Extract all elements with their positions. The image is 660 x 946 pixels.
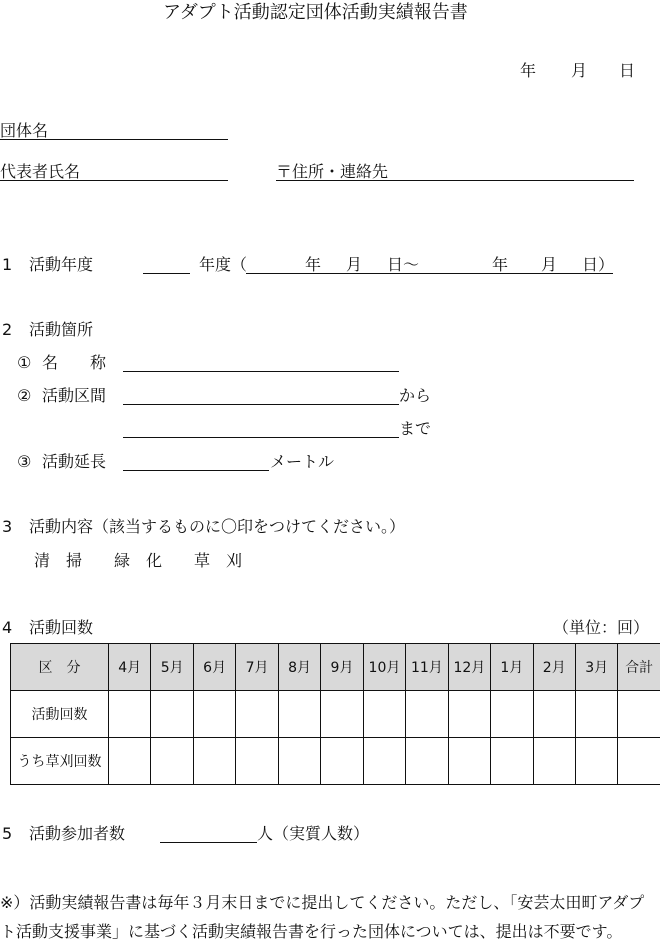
header-category: 区 分 (11, 644, 109, 691)
table-row (11, 691, 660, 738)
cell-oct[interactable] (363, 738, 405, 785)
cell-total[interactable] (618, 691, 660, 738)
header-may: 5月 (151, 644, 193, 691)
cell-nov[interactable] (406, 691, 448, 738)
header-october: 10月 (363, 644, 405, 691)
period-field[interactable] (246, 273, 613, 274)
address-field[interactable] (276, 180, 634, 181)
header-june: 6月 (193, 644, 235, 691)
cell-mar[interactable] (575, 691, 617, 738)
section2-number: 2 (2, 322, 12, 338)
section1-number: 1 (2, 257, 12, 273)
item-mark-section: ② (17, 388, 31, 404)
section2-label: 活動箇所 (29, 322, 93, 338)
representative-field[interactable] (0, 180, 228, 181)
group-name-label: 団体名 (0, 123, 48, 139)
option-greening[interactable]: 緑 化 (114, 553, 162, 569)
section1-label: 活動年度 (29, 257, 93, 273)
table-header-row (11, 644, 660, 691)
start-day-label: 日～ (387, 257, 419, 273)
cell-oct[interactable] (363, 691, 405, 738)
length-field[interactable] (123, 470, 269, 471)
header-september: 9月 (321, 644, 363, 691)
cell-total[interactable] (618, 738, 660, 785)
from-suffix: から (399, 388, 431, 404)
header-november: 11月 (406, 644, 448, 691)
cell-nov[interactable] (406, 738, 448, 785)
table-row (11, 738, 660, 785)
row-label-activity-count: 活動回数 (11, 691, 109, 738)
cell-dec[interactable] (448, 738, 490, 785)
option-cleaning[interactable]: 清 掃 (34, 553, 82, 569)
cell-jun[interactable] (193, 691, 235, 738)
activity-count-table (10, 643, 660, 785)
header-february: 2月 (533, 644, 575, 691)
date-year-label: 年 (520, 63, 536, 79)
cell-may[interactable] (151, 738, 193, 785)
cell-jan[interactable] (491, 691, 533, 738)
start-month-label: 月 (346, 257, 362, 273)
header-march: 3月 (575, 644, 617, 691)
cell-feb[interactable] (533, 691, 575, 738)
to-suffix: まで (399, 421, 431, 437)
page-title: アダプト活動認定団体活動実績報告書 (163, 4, 468, 22)
cell-may[interactable] (151, 691, 193, 738)
cell-feb[interactable] (533, 738, 575, 785)
header-august: 8月 (278, 644, 320, 691)
meter-suffix: メートル (270, 454, 334, 470)
section3-number: 3 (2, 519, 12, 535)
date-day-label: 日 (619, 63, 635, 79)
cell-apr[interactable] (109, 738, 151, 785)
activity-length-label: 活動延長 (42, 454, 106, 470)
activity-section-label: 活動区間 (42, 388, 106, 404)
section3-label: 活動内容（該当するものに〇印をつけてください。） (29, 519, 405, 535)
participants-suffix: 人（実質人数） (257, 826, 369, 842)
end-month-label: 月 (541, 257, 557, 273)
cell-jun[interactable] (193, 738, 235, 785)
location-name-label: 名 称 (42, 355, 106, 371)
representative-label: 代表者氏名 (0, 164, 80, 180)
cell-sep[interactable] (321, 691, 363, 738)
section5-label: 活動参加者数 (29, 826, 125, 842)
cell-aug[interactable] (278, 691, 320, 738)
header-april: 4月 (109, 644, 151, 691)
cell-jul[interactable] (236, 691, 278, 738)
end-year-label: 年 (492, 257, 508, 273)
cell-jul[interactable] (236, 738, 278, 785)
item-mark-length: ③ (17, 454, 31, 470)
date-month-label: 月 (571, 63, 587, 79)
fiscal-year-field[interactable] (143, 273, 190, 274)
participants-field[interactable] (160, 842, 257, 843)
section4-number: 4 (2, 620, 12, 636)
item-mark-name: ① (17, 355, 31, 371)
cell-dec[interactable] (448, 691, 490, 738)
start-year-label: 年 (305, 257, 321, 273)
address-label: 〒住所・連絡先 (276, 164, 388, 180)
section4-label: 活動回数 (29, 620, 93, 636)
cell-sep[interactable] (321, 738, 363, 785)
section-to-field[interactable] (123, 437, 399, 438)
location-name-field[interactable] (123, 371, 399, 372)
header-december: 12月 (448, 644, 490, 691)
header-january: 1月 (491, 644, 533, 691)
cell-aug[interactable] (278, 738, 320, 785)
option-mowing[interactable]: 草 刈 (194, 553, 242, 569)
section5-number: 5 (2, 826, 12, 842)
unit-label: （単位：回） (553, 620, 649, 636)
submission-note: ※）活動実績報告書は毎年３月末日までに提出してください。ただし、「安芸太田町アダプト活動支援事業」に基づく活動実績報告書を行った団体については、提出は不要です。 (0, 888, 660, 946)
end-day-label: 日） (582, 257, 614, 273)
group-name-field[interactable] (0, 139, 228, 140)
nendo-label: 年度（ (199, 257, 247, 273)
section-from-field[interactable] (123, 404, 399, 405)
row-label-mowing-count: うち草刈回数 (11, 738, 109, 785)
cell-jan[interactable] (491, 738, 533, 785)
cell-mar[interactable] (575, 738, 617, 785)
header-total: 合計 (618, 644, 660, 691)
cell-apr[interactable] (109, 691, 151, 738)
header-july: 7月 (236, 644, 278, 691)
